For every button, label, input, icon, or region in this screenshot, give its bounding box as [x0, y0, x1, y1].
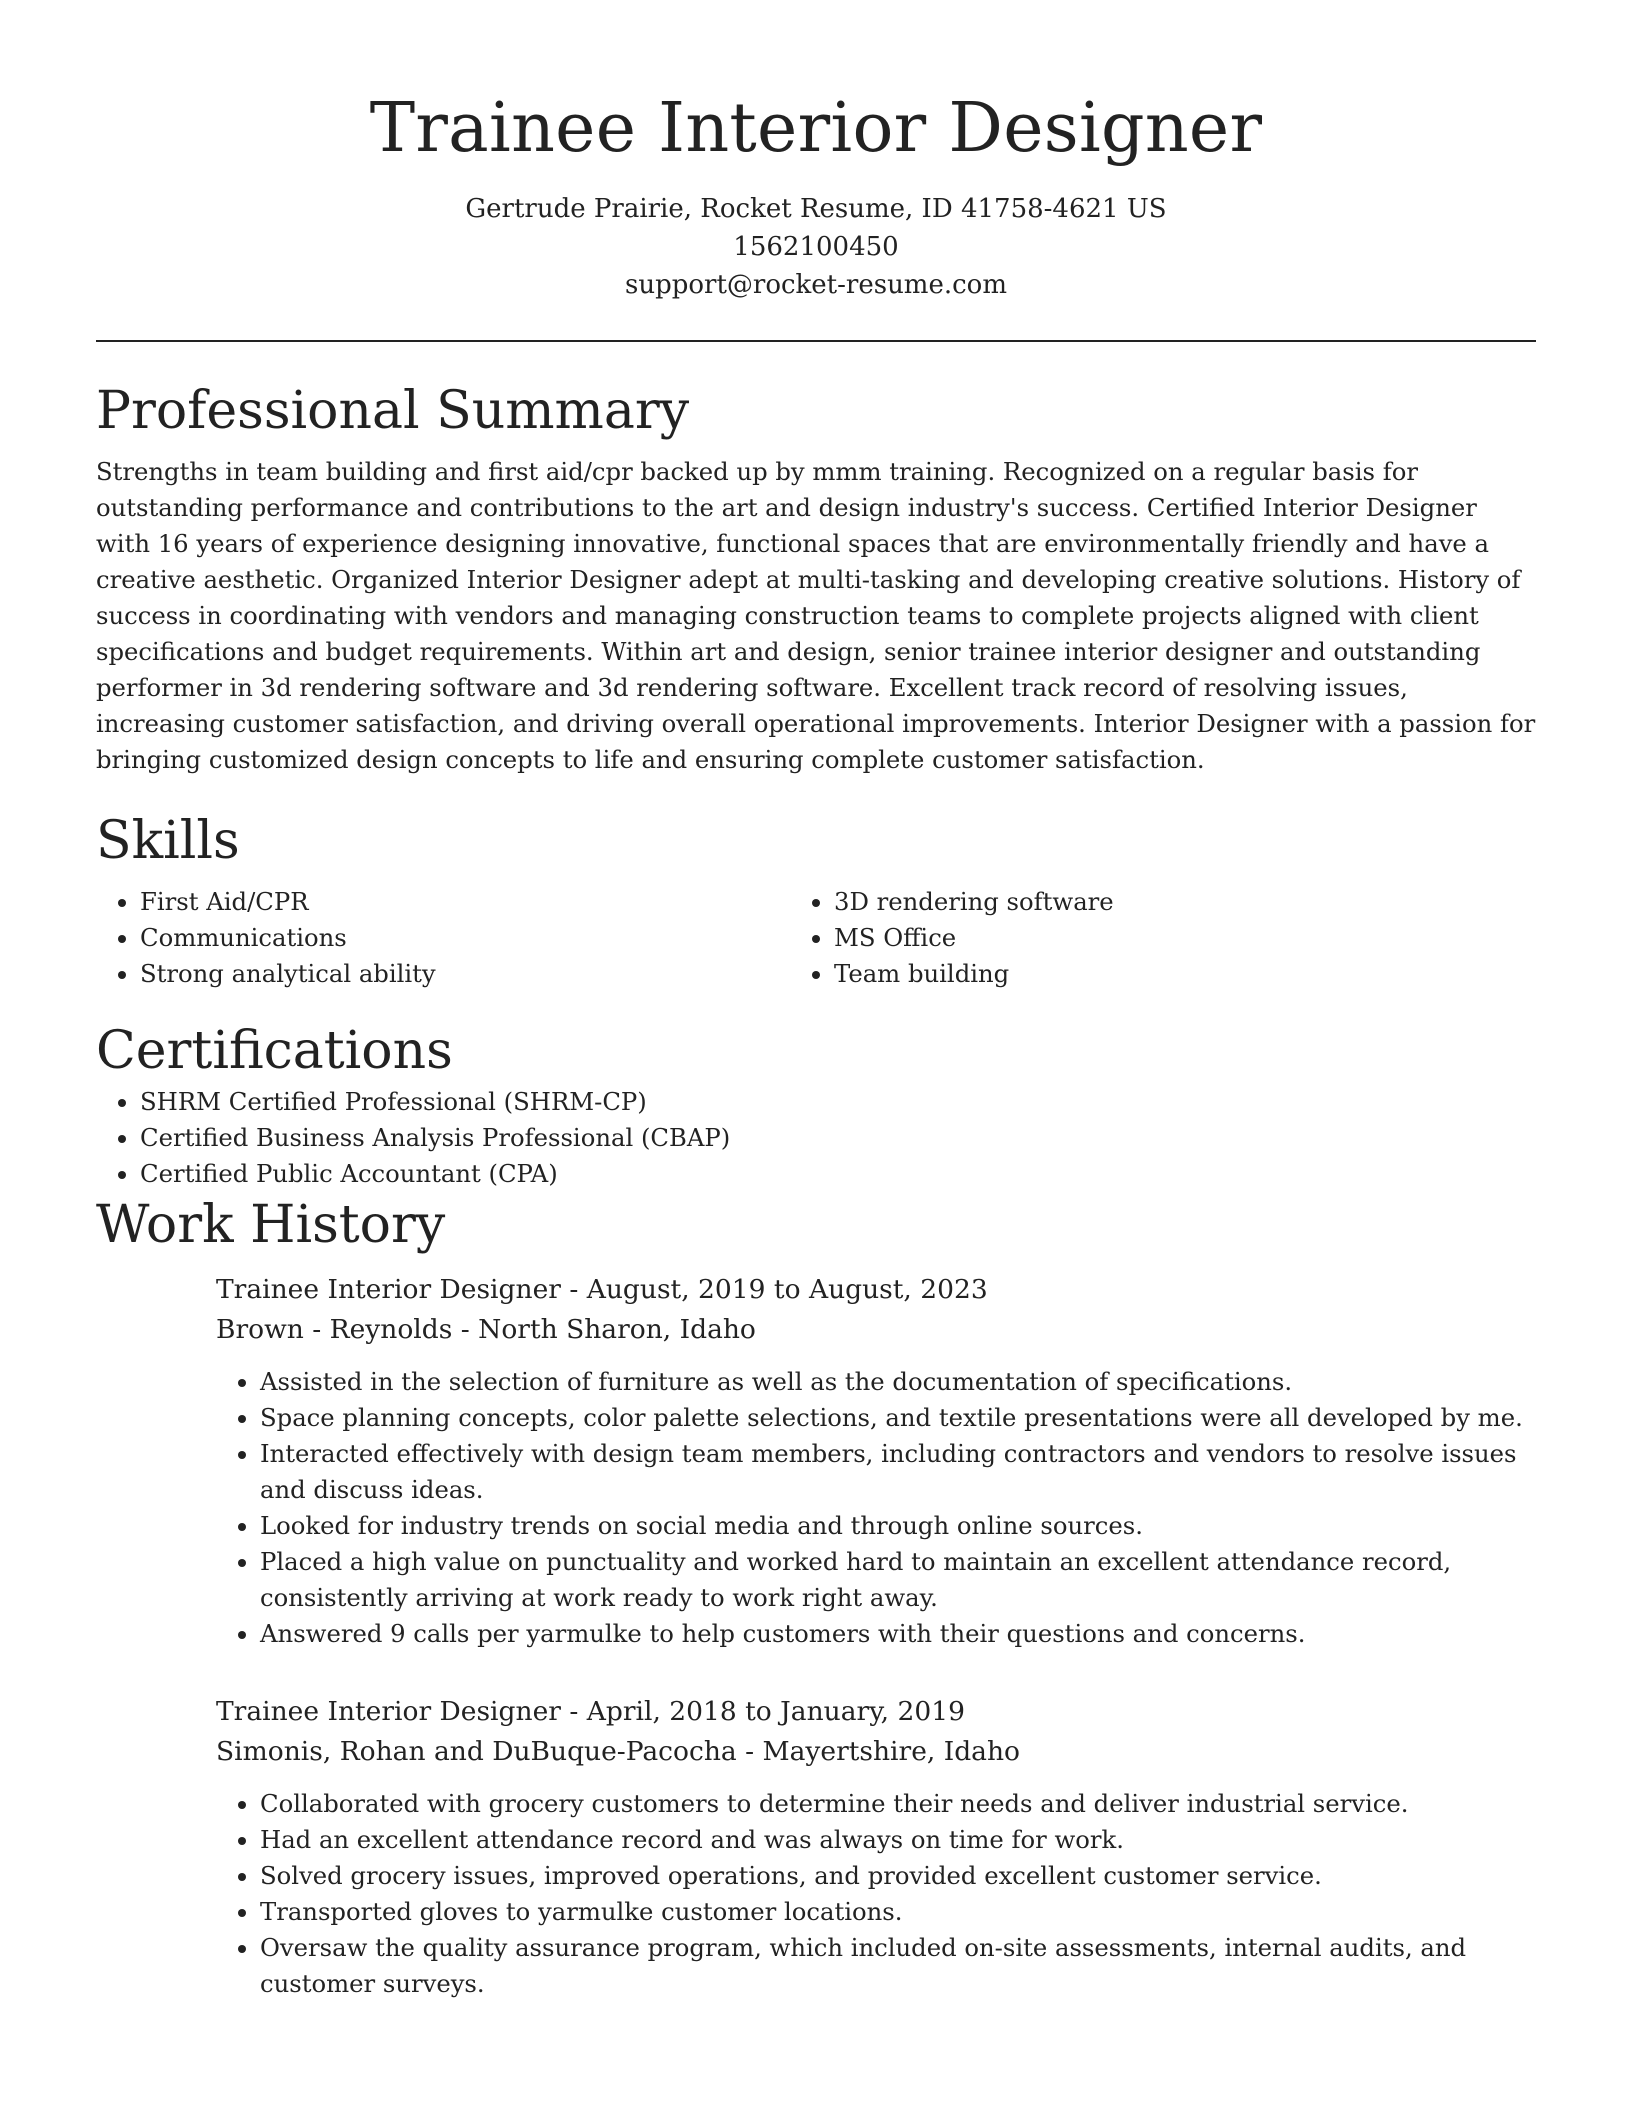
email: support@rocket-resume.com	[624, 270, 1007, 300]
job-bullet: • Interacted effectively with design team members, including contractors and vendors to resolve issues and discuss ideas.	[260, 1436, 1536, 1508]
summary-heading: Professional Summary	[96, 381, 690, 441]
work-history-heading: Work History	[96, 1195, 446, 1255]
certification-item: • Certified Public Accountant (CPA)	[140, 1156, 1536, 1192]
contact-info	[0, 190, 1632, 304]
skill-item: • Team building	[834, 956, 1536, 992]
summary-section	[96, 378, 1536, 778]
skills-list	[96, 884, 1536, 992]
job-location: - North Sharon, Idaho	[452, 1314, 756, 1345]
job-bullet: • Space planning concepts, color palette selections, and textile presentations were all developed by me.	[260, 1400, 1536, 1436]
skills-section	[96, 808, 1536, 992]
job-dates: - April, 2018 to January, 2019	[560, 1696, 965, 1727]
skill-item: • 3D rendering software	[834, 884, 1536, 920]
job-bullet: • Placed a high value on punctuality and worked hard to maintain an excellent attendance record, consistently arriving at work ready to work right away.	[260, 1544, 1536, 1616]
skills-column-left	[96, 884, 790, 992]
skill-item: • Strong analytical ability	[140, 956, 790, 992]
skill-item: • Communications	[140, 920, 790, 956]
certification-item: • Certified Business Analysis Professional (CBAP)	[140, 1120, 1536, 1156]
job-entry	[216, 1692, 1536, 2002]
work-history-section	[96, 1192, 1536, 2002]
job-location: - Mayertshire, Idaho	[736, 1736, 1020, 1767]
job-company-line	[216, 1732, 1536, 1772]
job-title: Trainee Interior Designer	[216, 1696, 561, 1727]
skills-heading: Skills	[96, 811, 240, 871]
resume-body	[96, 378, 1536, 2002]
job-bullet: • Collaborated with grocery customers to determine their needs and deliver industrial service.	[260, 1786, 1536, 1822]
resume-header	[0, 0, 1632, 304]
job-bullet: • Looked for industry trends on social media and through online sources.	[260, 1508, 1536, 1544]
job-entry	[216, 1270, 1536, 1652]
job-company-line	[216, 1310, 1536, 1350]
skill-item: • First Aid/CPR	[140, 884, 790, 920]
address: Gertrude Prairie, Rocket Resume, ID 41758-4621 US	[465, 194, 1167, 224]
job-bullets	[216, 1364, 1536, 1652]
job-bullet: • Transported gloves to yarmulke customer locations.	[260, 1894, 1536, 1930]
skills-column-right	[790, 884, 1536, 992]
certifications-heading: Certifications	[96, 1021, 453, 1081]
job-bullet: • Assisted in the selection of furniture as well as the documentation of specifications.	[260, 1364, 1536, 1400]
phone: 1562100450	[733, 232, 899, 262]
job-dates: - August, 2019 to August, 2023	[560, 1274, 988, 1305]
certifications-section	[96, 1018, 1536, 1192]
job-title-line	[216, 1692, 1536, 1732]
job-company: Brown - Reynolds	[216, 1314, 453, 1345]
job-bullet: • Oversaw the quality assurance program, which included on-site assessments, internal audits, and customer surveys.	[260, 1930, 1536, 2002]
job-title-line	[216, 1270, 1536, 1310]
candidate-title: Trainee Interior Designer	[369, 89, 1263, 168]
skill-item: • MS Office	[834, 920, 1536, 956]
job-title: Trainee Interior Designer	[216, 1274, 561, 1305]
job-company: Simonis, Rohan and DuBuque-Pacocha	[216, 1736, 737, 1767]
job-bullets	[216, 1786, 1536, 2002]
job-bullet: • Solved grocery issues, improved operations, and provided excellent customer service.	[260, 1858, 1536, 1894]
summary-text: Strengths in team building and first aid/cpr backed up by mmm training. Recognized on a regular basis for outstanding performance and contributions to the art and design industry's success. Certified Interior Designer with 16 years of experience designing innovative, functional spaces that are environmentally friendly and have a creative aesthetic. Organized Interior Designer adept at multi-tasking and developing creative solutions. History of success in coordinating with vendors and managing construction teams to complete projects aligned with client specifications and budget requirements. Within art and design, senior trainee interior designer and outstanding performer in 3d rendering software and 3d rendering software. Excellent track record of resolving issues, increasing customer satisfaction, and driving overall operational improvements. Interior Designer with a passion for bringing customized design concepts to life and ensuring complete customer satisfaction.	[96, 457, 1536, 774]
header-divider	[96, 340, 1536, 342]
certification-item: • SHRM Certified Professional (SHRM-CP)	[140, 1084, 1536, 1120]
job-bullet: • Had an excellent attendance record and was always on time for work.	[260, 1822, 1536, 1858]
certifications-list	[96, 1084, 1536, 1192]
job-bullet: • Answered 9 calls per yarmulke to help customers with their questions and concerns.	[260, 1616, 1536, 1652]
